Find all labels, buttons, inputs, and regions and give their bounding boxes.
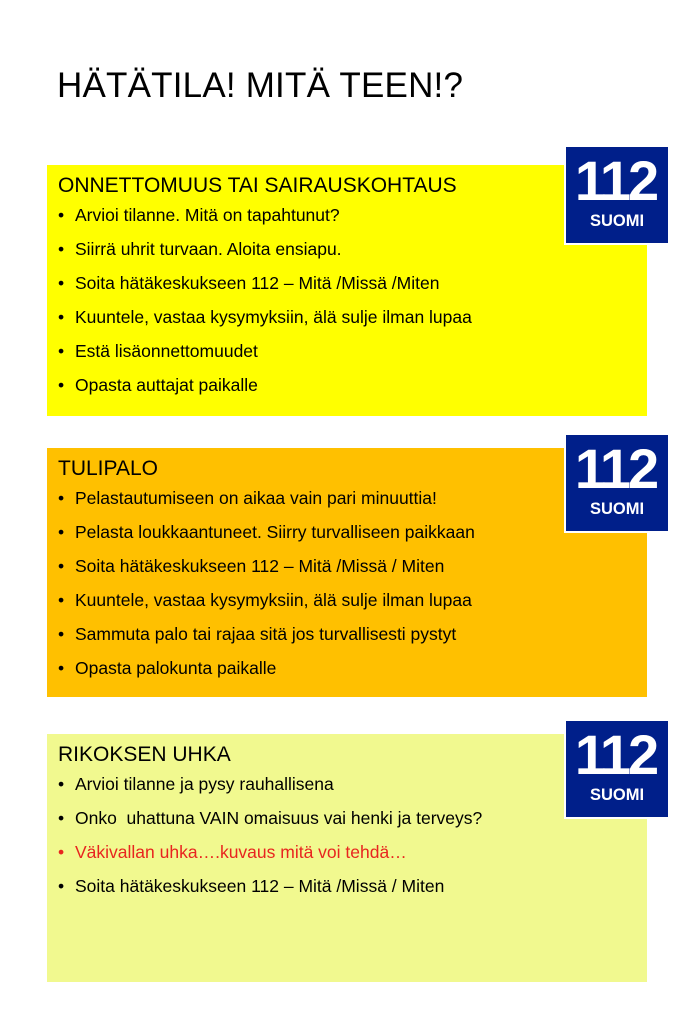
list-item-text: Arvioi tilanne. Mitä on tapahtunut? bbox=[75, 205, 340, 225]
list-item-text: Soita hätäkeskukseen 112 – Mitä /Missä / Miten bbox=[75, 556, 445, 576]
list-item bbox=[58, 658, 647, 692]
bullet-icon: • bbox=[58, 876, 65, 896]
list-item-text: Kuuntele, vastaa kysymyksiin, älä sulje ilman lupaa bbox=[75, 307, 472, 327]
list-item-text: Kuuntele, vastaa kysymyksiin, älä sulje ilman lupaa bbox=[75, 590, 472, 610]
list-item bbox=[58, 876, 647, 910]
bullet-icon: • bbox=[58, 205, 65, 225]
bullet-icon: • bbox=[58, 590, 65, 610]
bullet-icon: • bbox=[58, 239, 65, 259]
list-item bbox=[58, 808, 647, 842]
list-item-text: Onko uhattuna VAIN omaisuus vai henki ja terveys? bbox=[75, 808, 483, 828]
list-item bbox=[58, 556, 647, 590]
section-crime bbox=[47, 734, 647, 982]
bullet-icon: • bbox=[58, 341, 65, 361]
emergency-112-badge bbox=[564, 145, 670, 245]
section-accident bbox=[47, 165, 647, 416]
bullet-list bbox=[58, 774, 647, 910]
badge-label: SUOMI bbox=[589, 212, 645, 230]
bullet-icon: • bbox=[58, 307, 65, 327]
bullet-icon: • bbox=[58, 273, 65, 293]
badge-label: SUOMI bbox=[589, 500, 645, 518]
list-item-text: Estä lisäonnettomuudet bbox=[75, 341, 258, 361]
list-item bbox=[58, 488, 647, 522]
list-item bbox=[58, 590, 647, 624]
list-item bbox=[58, 205, 647, 239]
list-item-text: Opasta palokunta paikalle bbox=[75, 658, 277, 678]
list-item-text: Opasta auttajat paikalle bbox=[75, 375, 258, 395]
section-fire bbox=[47, 448, 647, 697]
badge-number: 112 bbox=[574, 149, 657, 212]
section-title: RIKOKSEN UHKA bbox=[58, 743, 231, 766]
emergency-112-badge bbox=[564, 719, 670, 819]
list-item-text: Pelasta loukkaantuneet. Siirry turvalliseen paikkaan bbox=[75, 522, 475, 542]
bullet-icon: • bbox=[58, 522, 65, 542]
bullet-icon: • bbox=[58, 842, 65, 862]
list-item-text: Pelastautumiseen on aikaa vain pari minuuttia! bbox=[75, 488, 437, 508]
list-item-text: Sammuta palo tai rajaa sitä jos turvallisesti pystyt bbox=[75, 624, 457, 644]
list-item bbox=[58, 273, 647, 307]
bullet-icon: • bbox=[58, 556, 65, 576]
bullet-list bbox=[58, 488, 647, 692]
page-title: HÄTÄTILA! MITÄ TEEN!? bbox=[57, 66, 464, 105]
bullet-icon: • bbox=[58, 658, 65, 678]
section-title: ONNETTOMUUS TAI SAIRAUSKOHTAUS bbox=[58, 174, 457, 197]
list-item bbox=[58, 624, 647, 658]
list-item-text: Väkivallan uhka….kuvaus mitä voi tehdä… bbox=[75, 842, 407, 862]
bullet-list bbox=[58, 205, 647, 409]
bullet-icon: • bbox=[58, 488, 65, 508]
emergency-112-badge bbox=[564, 433, 670, 533]
bullet-icon: • bbox=[58, 808, 65, 828]
list-item-text: Soita hätäkeskukseen 112 – Mitä /Missä / Miten bbox=[75, 876, 445, 896]
list-item bbox=[58, 307, 647, 341]
list-item bbox=[58, 239, 647, 273]
bullet-icon: • bbox=[58, 774, 65, 794]
list-item-warning bbox=[58, 842, 647, 876]
bullet-icon: • bbox=[58, 375, 65, 395]
list-item bbox=[58, 522, 647, 556]
list-item-text: Soita hätäkeskukseen 112 – Mitä /Missä /Miten bbox=[75, 273, 440, 293]
bullet-icon: • bbox=[58, 624, 65, 644]
list-item bbox=[58, 341, 647, 375]
list-item bbox=[58, 375, 647, 409]
list-item-text: Arvioi tilanne ja pysy rauhallisena bbox=[75, 774, 334, 794]
badge-number: 112 bbox=[574, 723, 657, 786]
list-item bbox=[58, 774, 647, 808]
list-item-text: Siirrä uhrit turvaan. Aloita ensiapu. bbox=[75, 239, 342, 259]
section-title: TULIPALO bbox=[58, 457, 158, 480]
badge-label: SUOMI bbox=[589, 786, 645, 804]
badge-number: 112 bbox=[574, 437, 657, 500]
